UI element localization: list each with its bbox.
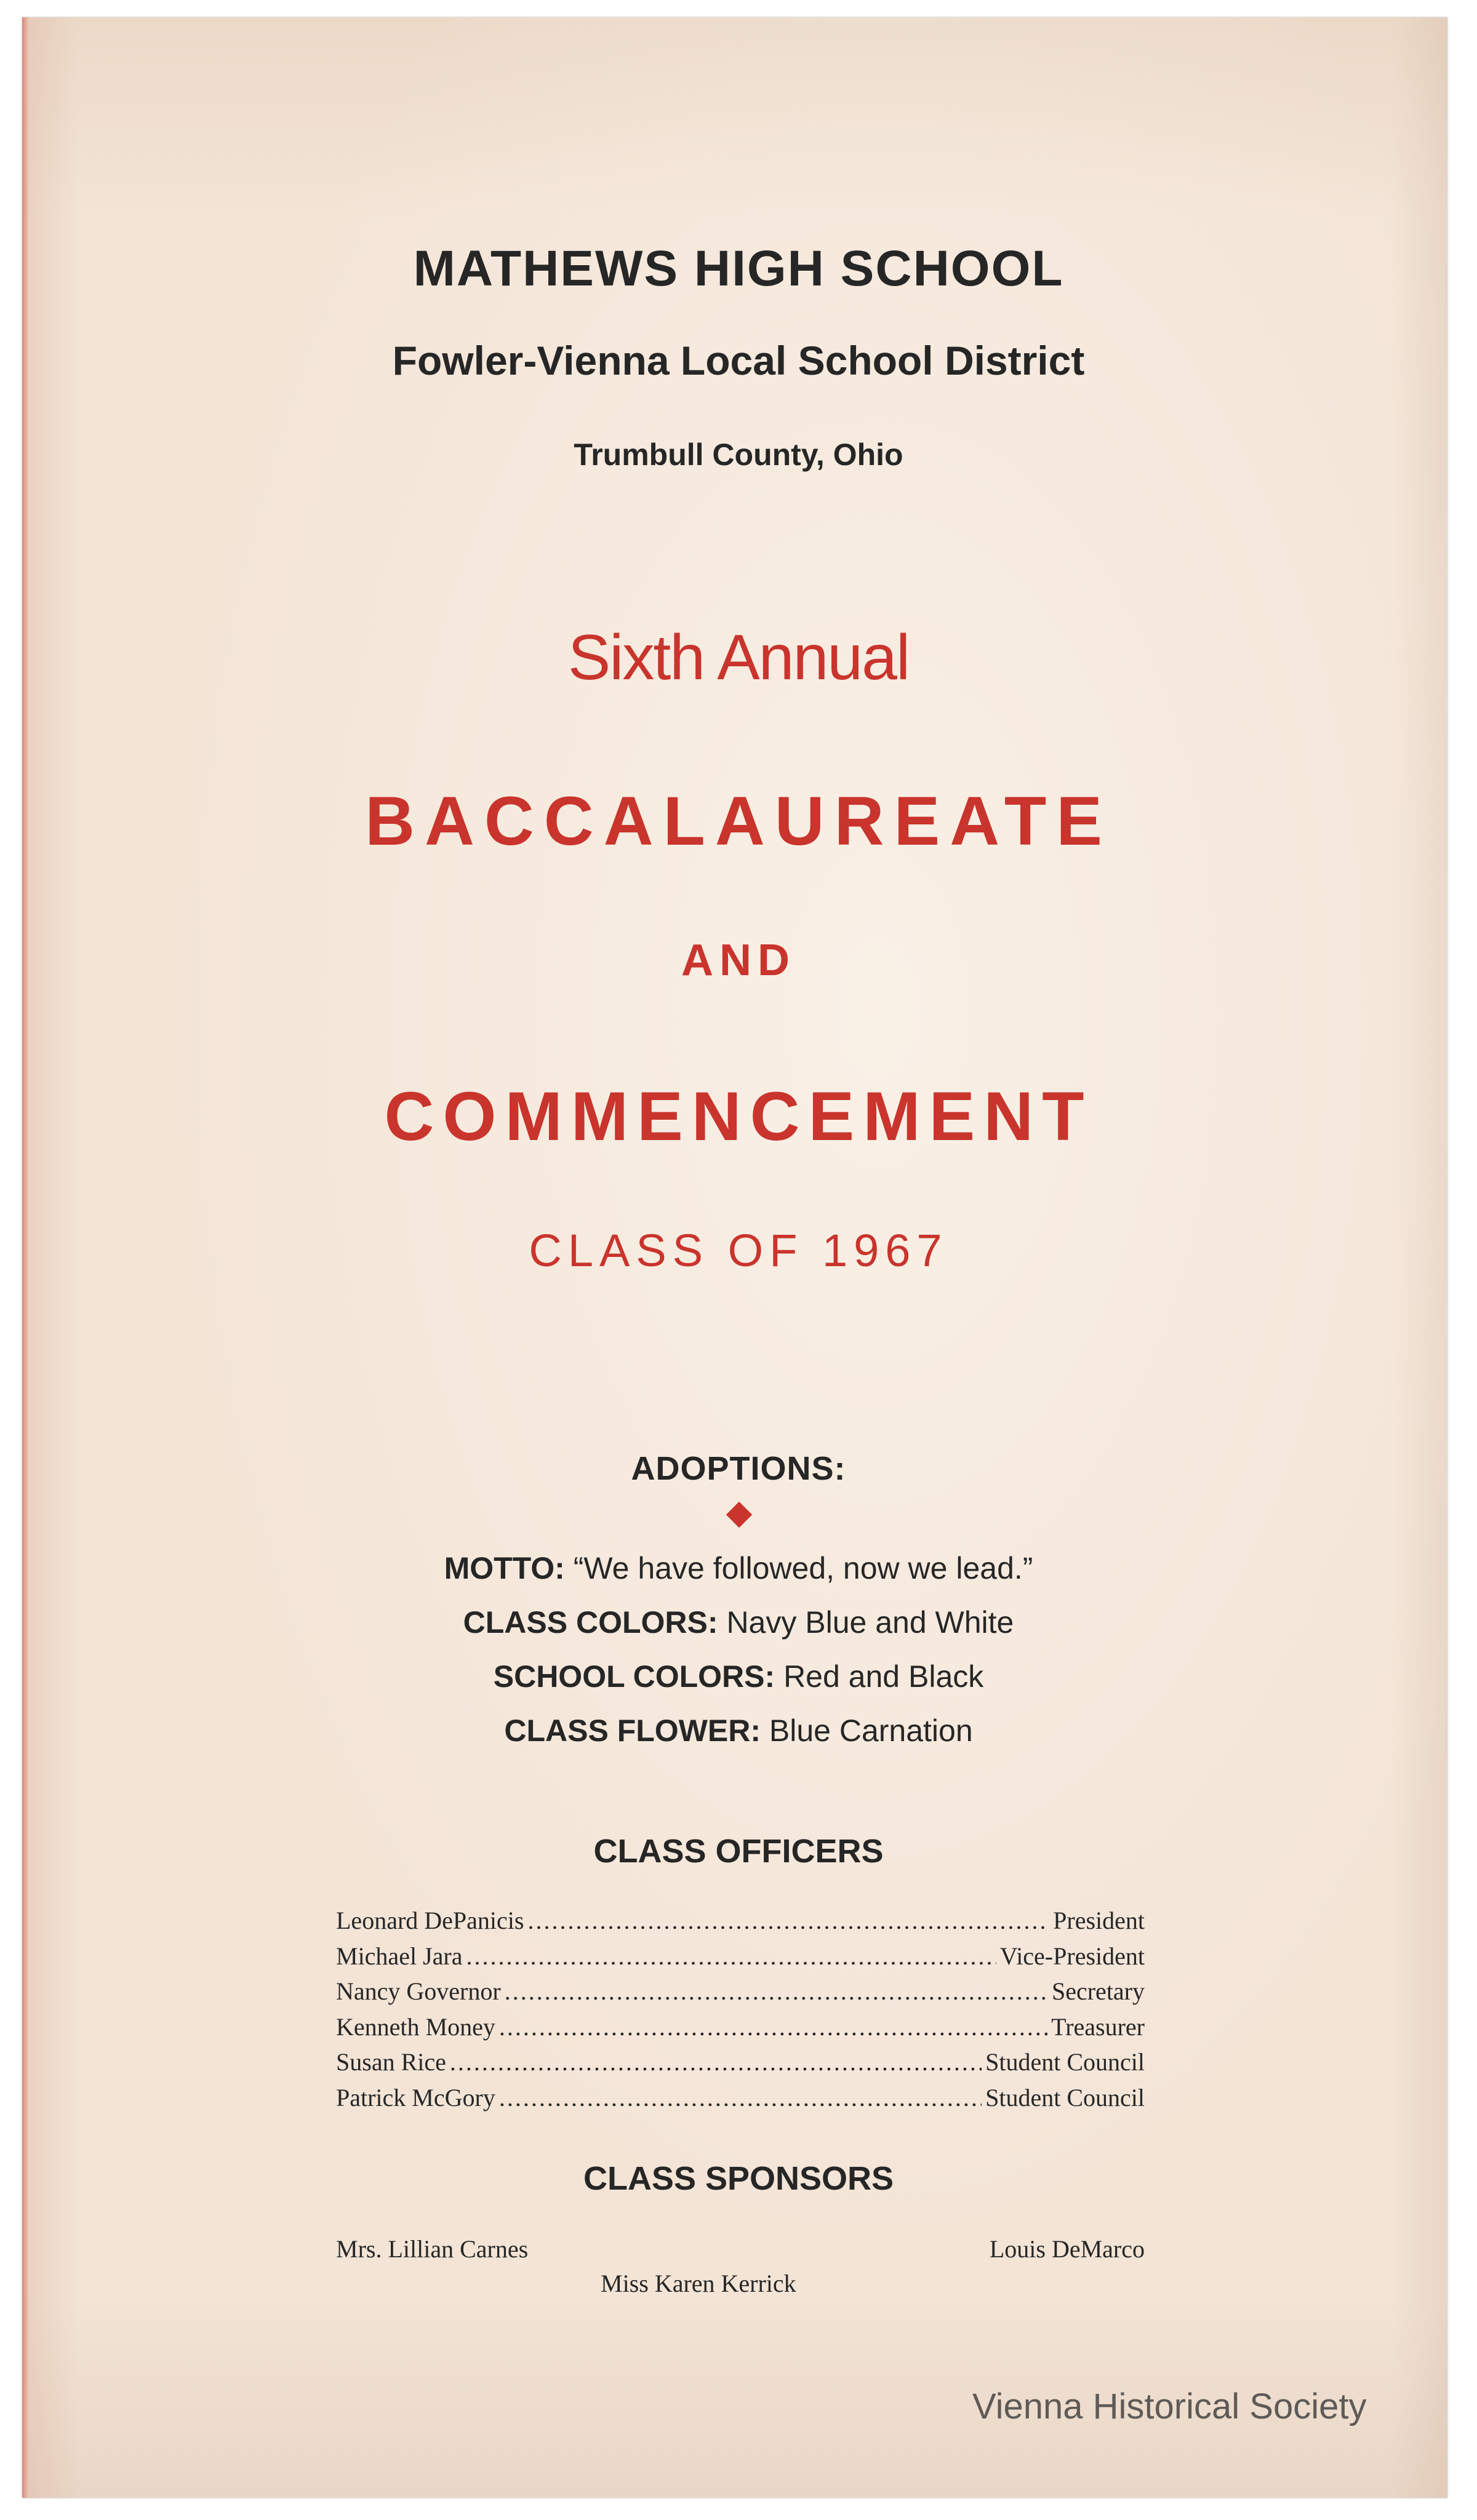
class-officers-heading: CLASS OFFICERS: [593, 1833, 884, 1870]
adoption-class-flower: [0, 1713, 1477, 1748]
officer-name: Patrick McGory: [336, 2083, 495, 2111]
dot-leader: [499, 2012, 1047, 2041]
class-of-year: CLASS OF 1967: [529, 1225, 948, 1276]
dot-leader: [505, 1977, 1048, 2006]
adoption-label: SCHOOL COLORS:: [493, 1659, 775, 1694]
officers-list: [336, 1906, 1145, 2118]
officer-role: Secretary: [1051, 1977, 1145, 2005]
adoptions-heading: ADOPTIONS:: [631, 1450, 846, 1487]
commencement-title: COMMENCEMENT: [384, 1078, 1093, 1155]
officer-role: President: [1053, 1907, 1145, 1934]
officer-role: Student Council: [985, 2083, 1145, 2111]
district-name: Fowler-Vienna Local School District: [392, 338, 1085, 383]
officer-row: [336, 1977, 1145, 2012]
sixth-annual: Sixth Annual: [567, 622, 910, 693]
adoption-label: CLASS FLOWER:: [504, 1713, 761, 1748]
officer-row: [336, 2083, 1145, 2119]
adoption-value: Navy Blue and White: [726, 1605, 1014, 1640]
sponsor-name: Mrs. Lillian Carnes: [336, 2235, 529, 2263]
officer-row: [336, 1942, 1145, 1977]
adoption-school-colors: [0, 1659, 1477, 1694]
officer-role: Vice-President: [999, 1942, 1145, 1970]
adoption-value: Blue Carnation: [769, 1713, 973, 1748]
and-title: AND: [681, 936, 796, 985]
officer-row: [336, 2048, 1145, 2083]
adoption-motto: [0, 1550, 1477, 1586]
officer-name: Kenneth Money: [336, 2012, 495, 2041]
officer-name: Susan Rice: [336, 2048, 446, 2076]
officer-role: Treasurer: [1051, 2012, 1145, 2041]
dot-leader: [527, 1906, 1049, 1935]
sponsor-name: Miss Karen Kerrick: [601, 2270, 796, 2297]
watermark: Vienna Historical Society: [972, 2386, 1367, 2426]
officer-row: [336, 1906, 1145, 1942]
dot-leader: [466, 1942, 996, 1971]
officer-name: Michael Jara: [336, 1942, 463, 1970]
dot-leader: [499, 2083, 982, 2112]
officer-role: Student Council: [985, 2048, 1145, 2076]
county-name: Trumbull County, Ohio: [574, 437, 903, 472]
officer-name: Nancy Governor: [336, 1977, 501, 2005]
adoption-value: “We have followed, now we lead.”: [573, 1551, 1033, 1585]
dot-leader: [450, 2048, 982, 2076]
officer-name: Leonard DePanicis: [336, 1907, 524, 1934]
class-sponsors-heading: CLASS SPONSORS: [583, 2160, 894, 2197]
sponsor-name: Louis DeMarco: [989, 2235, 1145, 2263]
adoption-value: Red and Black: [783, 1659, 984, 1694]
baccalaureate-title: BACCALAUREATE: [365, 783, 1112, 859]
adoption-label: MOTTO:: [444, 1551, 565, 1585]
adoption-class-colors: [0, 1605, 1477, 1640]
school-name: MATHEWS HIGH SCHOOL: [413, 241, 1064, 297]
adoption-label: CLASS COLORS:: [463, 1605, 718, 1640]
officer-row: [336, 2012, 1145, 2048]
